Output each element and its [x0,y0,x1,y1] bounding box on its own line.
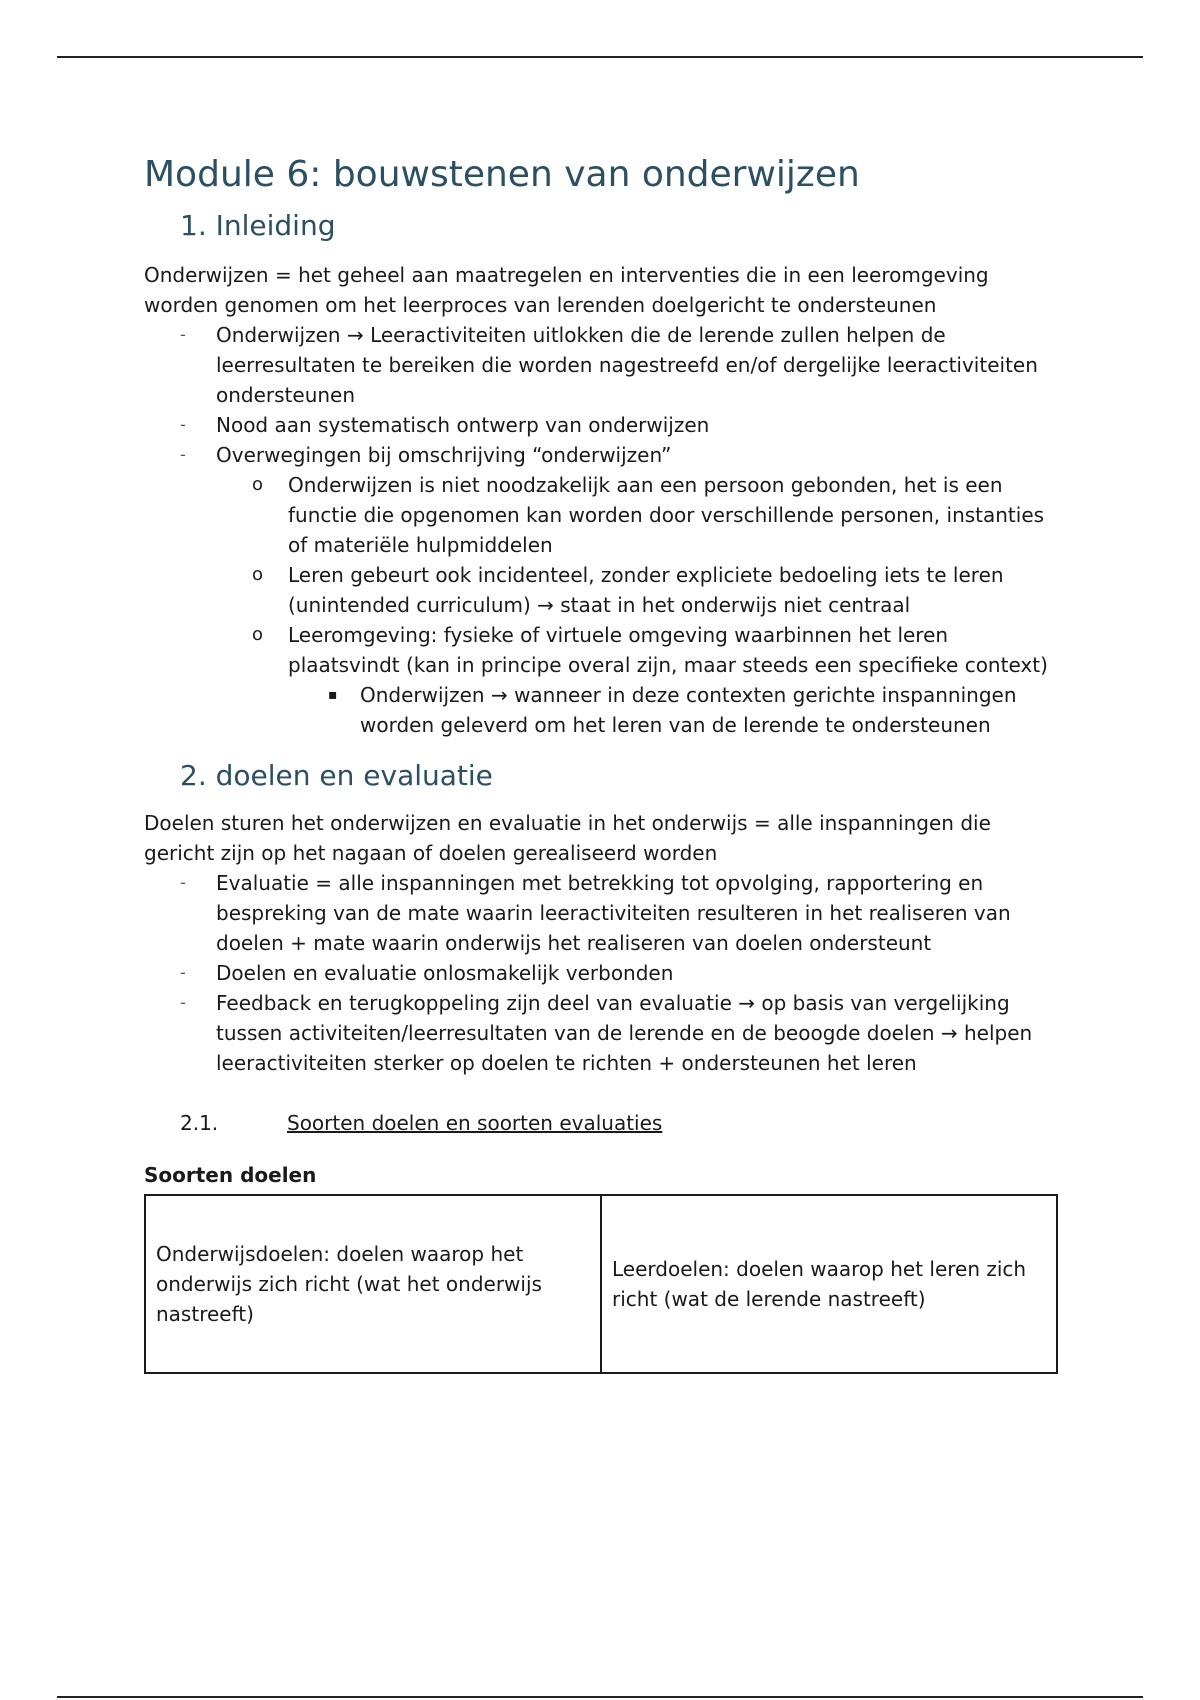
sub-bullet-list [216,470,1064,740]
list-item: o Leren gebeurt ook incidenteel, zonder expliciete bedoeling iets te leren (unintended curriculum) → staat in het onderwijs niet centraal [216,560,1064,620]
list-item: - Doelen en evaluatie onlosmakelijk verbonden [144,958,1064,988]
table-cell-onderwijsdoelen: Onderwijsdoelen: doelen waarop het onderwijs zich richt (wat het onderwijs nastreeft) [145,1195,601,1373]
footer-rule [57,1696,1143,1698]
bullet-list [144,868,1064,1078]
list-item: - Overwegingen bij omschrijving “onderwijzen” o Onderwijzen is niet noodzakelijk aan een persoon gebonden, het is een functie die opgenomen kan worden door verschillende personen, instanties of materiële hulpmiddelen o Leren gebeurt ook incidenteel, zonder expliciete bedoeling iets te leren (unintended curriculum) → staat in het onderwijs niet centraal o Leeromgeving: fysieke of virtuele omgeving waarbinnen het leren plaatsvindt (kan in principe overal zijn, maar steeds een specifieke context) ▪ Onderwijzen → wanneer in deze contexten gerichte inspanningen worden geleverd om het leren van de lerende te ondersteunen [144,440,1064,740]
dash-bullet-icon: - [180,445,186,464]
table-cell-leerdoelen: Leerdoelen: doelen waarop het leren zich richt (wat de lerende nastreeft) [601,1195,1057,1373]
list-item: o Leeromgeving: fysieke of virtuele omgeving waarbinnen het leren plaatsvindt (kan in principe overal zijn, maar steeds een specifieke context) ▪ Onderwijzen → wanneer in deze contexten gerichte inspanningen worden geleverd om het leren van de lerende te ondersteunen [216,620,1064,740]
goals-table [144,1194,1058,1374]
circle-bullet-icon: o [252,624,264,645]
list-item: - Nood aan systematisch ontwerp van onderwijzen [144,410,1064,440]
subsection-number: 2.1. [180,1111,219,1135]
subsection-heading [144,1108,1064,1138]
section-intro-inleiding: Onderwijzen = het geheel aan maatregelen en interventies die in een leeromgeving worden genomen om het leerproces van lerenden doelgericht te ondersteunen [144,263,989,317]
list-item: - Onderwijzen → Leeractiviteiten uitlokken die de lerende zullen helpen de leerresultaten te bereiken die worden nagestreefd en/of dergelijke leeractiviteiten ondersteunen [144,320,1064,410]
document-body [144,150,1064,1374]
dash-bullet-icon: - [180,415,186,434]
header-rule [57,56,1143,58]
dash-bullet-icon: - [180,325,186,344]
table-row [145,1195,1057,1373]
section-heading-inleiding: 1. Inleiding [180,209,336,242]
table-heading: Soorten doelen [144,1163,317,1187]
dash-bullet-icon: - [180,993,186,1012]
section-heading-doelen-en-evaluatie: 2. doelen en evaluatie [180,759,493,792]
subsection-title: Soorten doelen en soorten evaluaties [287,1111,663,1135]
page-title: Module 6: bouwstenen van onderwijzen [144,154,860,195]
dash-bullet-icon: - [180,873,186,892]
sub-sub-bullet-list [288,680,1064,740]
section-intro-doelen: Doelen sturen het onderwijzen en evaluatie in het onderwijs = alle inspanningen die gericht zijn op het nagaan of doelen gerealiseerd worden [144,811,991,865]
list-item: o Onderwijzen is niet noodzakelijk aan een persoon gebonden, het is een functie die opgenomen kan worden door verschillende personen, instanties of materiële hulpmiddelen [216,470,1064,560]
list-item: ▪ Onderwijzen → wanneer in deze contexten gerichte inspanningen worden geleverd om het leren van de lerende te ondersteunen [288,680,1064,740]
bullet-list [144,320,1064,740]
circle-bullet-icon: o [252,564,264,585]
square-bullet-icon: ▪ [328,687,338,703]
circle-bullet-icon: o [252,474,264,495]
dash-bullet-icon: - [180,963,186,982]
list-item: - Evaluatie = alle inspanningen met betrekking tot opvolging, rapportering en bespreking van de mate waarin leeractiviteiten resulteren in het realiseren van doelen + mate waarin onderwijs het realiseren van doelen ondersteunt [144,868,1064,958]
list-item: - Feedback en terugkoppeling zijn deel van evaluatie → op basis van vergelijking tussen activiteiten/leerresultaten van de lerende en de beoogde doelen → helpen leeractiviteiten sterker op doelen te richten + ondersteunen het leren [144,988,1064,1078]
